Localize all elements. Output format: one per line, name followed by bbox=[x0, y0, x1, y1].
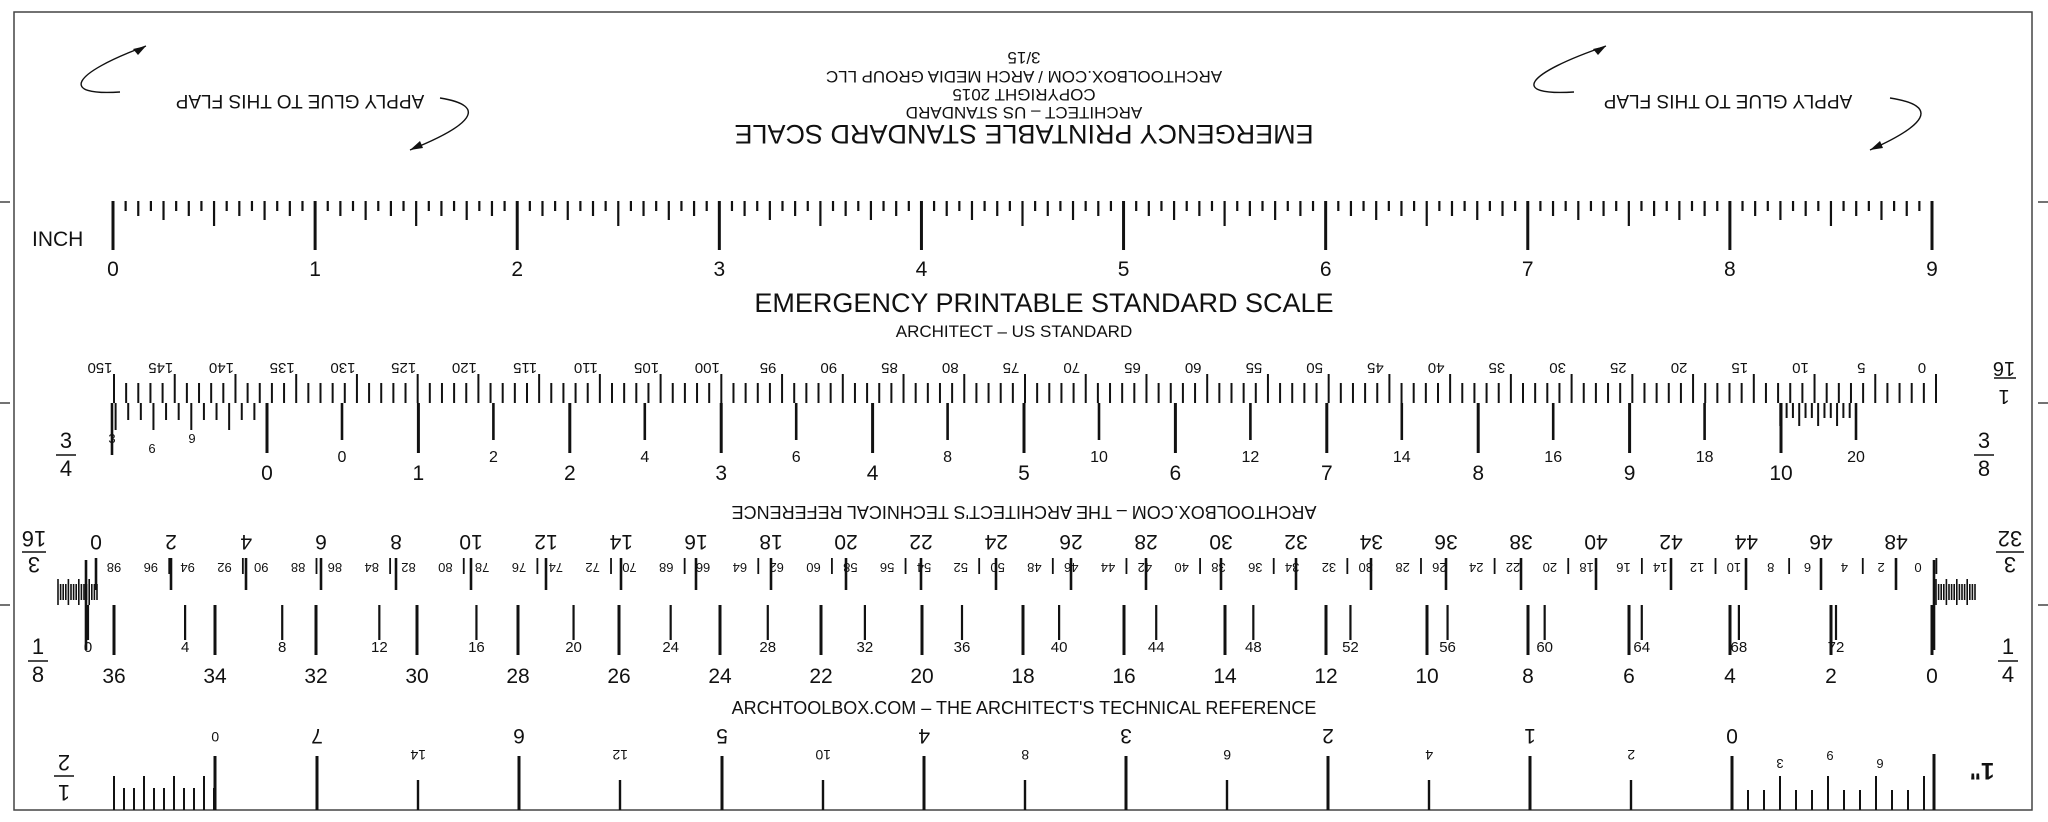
scale-3-32-number: 54 bbox=[916, 560, 932, 575]
inch-number: 8 bbox=[1724, 258, 1736, 281]
scale-3-32-numbers bbox=[107, 560, 1922, 575]
scale-3-4-sub-numbers bbox=[108, 431, 195, 456]
glue-flap-left bbox=[81, 46, 468, 150]
scale-1-2-sub-number: 6 bbox=[1223, 747, 1232, 763]
scale-1-8-number: 8 bbox=[278, 639, 287, 656]
scale-16-number: 70 bbox=[1063, 359, 1081, 376]
inch-number: 5 bbox=[1117, 258, 1130, 281]
scale-3-8-number: 12 bbox=[1241, 449, 1260, 466]
scale-3-4-sub-number: 3 bbox=[108, 431, 116, 446]
scale-3-32-number: 10 bbox=[1726, 560, 1742, 575]
scale-16-number: 55 bbox=[1245, 359, 1263, 376]
scale-1-8-number: 16 bbox=[468, 639, 485, 656]
scale-16-number: 85 bbox=[881, 359, 898, 376]
scale-3-8-label-top: 3 bbox=[1977, 428, 1991, 453]
scale-1-8-number: 12 bbox=[370, 639, 388, 656]
scale-3-32-number: 72 bbox=[585, 560, 600, 575]
scale-16-number: 80 bbox=[941, 359, 959, 376]
scale-3-4-number: 3 bbox=[715, 462, 728, 485]
scale-1-2-sub-number: 8 bbox=[1021, 747, 1030, 763]
scale-3-16-number: 32 bbox=[1284, 530, 1308, 553]
scale-edge-2-ticks bbox=[112, 374, 1936, 455]
scale-1-4-number: 36 bbox=[102, 665, 126, 688]
scale-16-number: 140 bbox=[208, 359, 234, 376]
scale-3-32-number: 68 bbox=[659, 560, 674, 575]
glue-flap-right bbox=[1534, 46, 1921, 150]
inch-number: 2 bbox=[511, 258, 524, 281]
scale-1-8-number: 72 bbox=[1827, 639, 1845, 656]
inch-number: 4 bbox=[915, 258, 928, 281]
scale-1-8-number: 64 bbox=[1633, 639, 1651, 656]
scale-1-2-label-top: 1 bbox=[57, 780, 71, 805]
scale-3-32-number: 6 bbox=[1803, 560, 1812, 575]
scale-3-4-number: 6 bbox=[1169, 462, 1182, 485]
header-flipped bbox=[734, 48, 1313, 149]
scale-1-4-number: 16 bbox=[1112, 665, 1136, 688]
scale-3-32-number: 50 bbox=[990, 560, 1005, 575]
scale-3-4-label-top: 3 bbox=[59, 428, 73, 453]
scale-3-4-number: 4 bbox=[866, 462, 879, 485]
inch-numbers bbox=[107, 258, 1938, 281]
scale-1-4-number: 28 bbox=[506, 665, 530, 688]
scale-1-2-number: 7 bbox=[311, 724, 323, 747]
reference-flipped: ARCHTOOLBOX.COM – THE ARCHITECT'S TECHNICAL REFERENCE bbox=[731, 502, 1317, 522]
scale-3-4-number: 0 bbox=[261, 462, 273, 485]
scale-1-2-sub-number: 14 bbox=[410, 747, 426, 763]
scale-1-2-number: 1 bbox=[1524, 724, 1536, 747]
scale-3-4-number: 2 bbox=[563, 462, 576, 485]
glue-arrow-up-right-icon bbox=[1534, 46, 1606, 92]
glue-arrow-down-right-icon bbox=[1870, 98, 1921, 150]
scale-1-4-number: 8 bbox=[1522, 665, 1534, 688]
scale-1-sub-numbers bbox=[1776, 748, 1883, 771]
scale-1-2-number: 0 bbox=[1726, 724, 1738, 747]
scale-3-32-number: 76 bbox=[511, 560, 527, 575]
scale-3-16-number: 16 bbox=[684, 530, 708, 553]
header-copyright: COPYRIGHT 2015 bbox=[952, 85, 1096, 104]
inch-number: 0 bbox=[107, 258, 119, 281]
scale-3-16-label-top: 3 bbox=[27, 552, 41, 577]
scale-3-32-number: 36 bbox=[1248, 560, 1263, 575]
scale-3-32-number: 56 bbox=[879, 560, 895, 575]
scale-3-8-number: 0 bbox=[337, 449, 347, 466]
scale-3-8-number: 18 bbox=[1695, 449, 1714, 466]
scale-3-32-number: 8 bbox=[1767, 560, 1775, 575]
scale-16-number: 30 bbox=[1549, 359, 1566, 376]
scale-3-32-number: 16 bbox=[1616, 560, 1631, 575]
scale-1-2-number: 5 bbox=[716, 724, 728, 747]
header-subtitle: ARCHITECT – US STANDARD bbox=[905, 103, 1143, 122]
scale-3-32-number: 82 bbox=[401, 560, 416, 575]
inch-number: 3 bbox=[713, 258, 726, 281]
scale-3-32-number: 90 bbox=[254, 560, 269, 575]
scale-16-label-top: 1 bbox=[1998, 385, 2010, 407]
scale-1-8-number: 52 bbox=[1342, 639, 1359, 656]
scale-1-2-label-bottom: 2 bbox=[57, 750, 71, 775]
scale-3-32-number: 32 bbox=[1321, 560, 1337, 575]
scale-16-number: 100 bbox=[694, 359, 720, 376]
glue-label-right: APPLY GLUE TO THIS FLAP bbox=[1603, 90, 1853, 111]
scale-1-8-number: 36 bbox=[953, 639, 971, 656]
scale-3-4-number: 7 bbox=[1320, 462, 1333, 485]
scale-3-32-number: 24 bbox=[1468, 560, 1484, 575]
scale-3-32-number: 38 bbox=[1211, 560, 1226, 575]
scale-1-4-number: 30 bbox=[405, 665, 429, 688]
scale-1-4-number: 12 bbox=[1314, 665, 1338, 688]
scale-1-2-number: 6 bbox=[513, 724, 525, 747]
scale-3-8-number: 4 bbox=[640, 449, 650, 466]
scale-3-32-number: 80 bbox=[438, 560, 453, 575]
scale-1-4-number: 18 bbox=[1011, 665, 1035, 688]
scale-16-number: 20 bbox=[1670, 359, 1688, 376]
scale-3-32-number: 44 bbox=[1100, 560, 1116, 575]
scale-1-4-number: 0 bbox=[1926, 665, 1938, 688]
scale-3-16-number: 2 bbox=[165, 530, 177, 553]
scale-3-16-number: 10 bbox=[459, 530, 483, 553]
scale-16-number: 135 bbox=[269, 359, 295, 376]
scale-3-32-number: 4 bbox=[1840, 560, 1848, 575]
scale-16-number: 115 bbox=[513, 359, 538, 376]
scale-3-8-number: 14 bbox=[1392, 449, 1411, 466]
scale-1-8-number: 40 bbox=[1050, 639, 1068, 656]
scale-3-32-number: 66 bbox=[695, 560, 711, 575]
scale-3-32-number: 14 bbox=[1653, 560, 1668, 575]
scale-3-32-number: 88 bbox=[290, 560, 306, 575]
scale-3-4-sub-number: 6 bbox=[148, 441, 156, 456]
scale-3-16-number: 12 bbox=[534, 530, 558, 553]
scale-3-16-number: 44 bbox=[1734, 530, 1758, 553]
scale-edge-4 bbox=[54, 724, 1994, 810]
scale-1-4-number: 20 bbox=[910, 665, 934, 688]
scale-1-8-number: 28 bbox=[759, 639, 777, 656]
scale-1-8-number: 44 bbox=[1147, 639, 1165, 656]
scale-16-number: 75 bbox=[1002, 359, 1020, 376]
inch-number: 6 bbox=[1319, 258, 1332, 281]
scale-3-16-number: 22 bbox=[909, 530, 933, 553]
glue-arrow-up-left-icon bbox=[81, 46, 146, 92]
inch-label: INCH bbox=[32, 228, 84, 251]
scale-1-4-number: 4 bbox=[1724, 665, 1736, 688]
scale-1-8-numbers bbox=[84, 639, 1845, 656]
scale-1-2-sub-number: 2 bbox=[1627, 747, 1636, 763]
scale-1-2-sub-number: 12 bbox=[612, 747, 628, 763]
reference: ARCHTOOLBOX.COM – THE ARCHITECT'S TECHNICAL REFERENCE bbox=[731, 698, 1317, 718]
scale-3-16-number: 42 bbox=[1659, 530, 1683, 553]
scale-16-number: 50 bbox=[1306, 359, 1324, 376]
scale-16-number: 145 bbox=[148, 359, 174, 376]
scale-1-2-sub-numbers bbox=[410, 747, 1635, 763]
scale-3-32-number: 52 bbox=[953, 560, 969, 575]
scale-3-8-number: 8 bbox=[943, 449, 953, 466]
scale-1-8-label-bottom: 8 bbox=[31, 662, 45, 687]
scale-1-label: 1" bbox=[1969, 757, 1995, 784]
scale-1-8-number: 68 bbox=[1730, 639, 1748, 656]
scale-3-16-number: 20 bbox=[834, 530, 858, 553]
scale-1-2-number: 4 bbox=[918, 724, 931, 747]
scale-1-sub-number: 3 bbox=[1776, 756, 1784, 771]
inch-number: 1 bbox=[309, 258, 321, 281]
scale-3-32-number: 12 bbox=[1689, 560, 1705, 575]
scale-3-32-number: 40 bbox=[1174, 560, 1189, 575]
scale-1-4-number: 6 bbox=[1623, 665, 1635, 688]
scale-16-number: 35 bbox=[1488, 359, 1506, 376]
scale-3-16-number: 34 bbox=[1359, 530, 1383, 553]
scale-3-32-number: 74 bbox=[548, 560, 564, 575]
scale-1-2-sub-number: 4 bbox=[1425, 747, 1434, 763]
scale-1-4-number: 2 bbox=[1825, 665, 1837, 688]
scale-3-16-label-bottom: 16 bbox=[21, 526, 47, 551]
main-subtitle: ARCHITECT – US STANDARD bbox=[895, 322, 1133, 341]
scale-1-4-number: 10 bbox=[1415, 665, 1439, 688]
scale-1-8-label-top: 1 bbox=[31, 634, 45, 659]
scale-1-2-numbers bbox=[211, 724, 1738, 747]
scale-16-number: 120 bbox=[451, 359, 477, 376]
scale-3-32-number: 20 bbox=[1542, 560, 1558, 575]
scale-1-4-number: 14 bbox=[1213, 665, 1237, 688]
scale-1-8-number: 24 bbox=[662, 639, 680, 656]
scale-3-32-number: 62 bbox=[769, 560, 784, 575]
scale-band-3 bbox=[22, 526, 2024, 688]
scale-3-32-number: 26 bbox=[1432, 560, 1447, 575]
scale-3-16-numbers bbox=[90, 530, 1908, 553]
scale-3-32-number: 0 bbox=[1914, 560, 1922, 575]
scale-1-2-number: 0 bbox=[211, 729, 220, 745]
scale-16-number: 110 bbox=[573, 359, 598, 376]
scale-3-16-number: 6 bbox=[315, 530, 327, 553]
scale-1-8-number: 48 bbox=[1244, 639, 1262, 656]
scale-3-16-number: 4 bbox=[240, 530, 253, 553]
scale-3-16-number: 14 bbox=[609, 530, 633, 553]
scale-3-32-number: 92 bbox=[217, 560, 232, 575]
scale-3-8-number: 2 bbox=[488, 449, 498, 466]
scale-16-number: 25 bbox=[1609, 359, 1627, 376]
scale-1-2-number: 2 bbox=[1322, 724, 1334, 747]
scale-1-8-number: 60 bbox=[1536, 639, 1554, 656]
scale-16-label-bottom: 16 bbox=[1992, 357, 2016, 379]
scale-3-4-number: 10 bbox=[1769, 462, 1793, 485]
glue-label-left: APPLY GLUE TO THIS FLAP bbox=[175, 90, 425, 111]
scale-3-16-number: 40 bbox=[1584, 530, 1608, 553]
scale-3-32-number: 96 bbox=[143, 560, 159, 575]
scale-16-number: 130 bbox=[330, 359, 356, 376]
scale-3-32-number: 30 bbox=[1358, 560, 1373, 575]
scale-3-32-number: 28 bbox=[1395, 560, 1410, 575]
scale-16-numbers bbox=[87, 359, 1926, 376]
main-title: EMERGENCY PRINTABLE STANDARD SCALE bbox=[754, 288, 1334, 318]
scale-3-32-number: 94 bbox=[180, 560, 195, 575]
inch-number: 7 bbox=[1521, 258, 1534, 281]
scale-3-16-number: 28 bbox=[1134, 530, 1158, 553]
scale-1-4-number: 24 bbox=[708, 665, 732, 688]
scale-3-32-label-top: 3 bbox=[2003, 552, 2017, 577]
scale-3-32-number: 46 bbox=[1063, 560, 1079, 575]
scale-3-32-number: 42 bbox=[1137, 560, 1153, 575]
scale-1-sub-number: 6 bbox=[1876, 756, 1884, 771]
scale-3-4-label-bottom: 4 bbox=[59, 456, 73, 481]
header-code: 3/15 bbox=[1007, 48, 1041, 67]
scale-3-4-number: 9 bbox=[1623, 462, 1636, 485]
header-title: EMERGENCY PRINTABLE STANDARD SCALE bbox=[734, 119, 1314, 149]
header-publisher: ARCHTOOLBOX.COM / ARCH MEDIA GROUP LLC bbox=[825, 67, 1223, 86]
scale-1-2-number: 3 bbox=[1120, 724, 1132, 747]
scale-1-4-label-top: 1 bbox=[2001, 634, 2015, 659]
scale-3-16-number: 30 bbox=[1209, 530, 1233, 553]
scale-3-16-number: 26 bbox=[1059, 530, 1083, 553]
scale-3-32-number: 86 bbox=[327, 560, 343, 575]
scale-3-4-number: 1 bbox=[412, 462, 425, 485]
scale-3-32-number: 18 bbox=[1579, 560, 1594, 575]
scale-16-number: 105 bbox=[634, 359, 660, 376]
scale-3-16-number: 46 bbox=[1809, 530, 1833, 553]
scale-3-4-number: 8 bbox=[1472, 462, 1485, 485]
scale-16-number: 95 bbox=[759, 359, 777, 376]
inch-scale bbox=[32, 201, 1938, 281]
scale-1-8-number: 20 bbox=[565, 639, 582, 656]
scale-16-number: 60 bbox=[1184, 359, 1202, 376]
scale-3-8-number: 20 bbox=[1847, 449, 1865, 466]
scale-16-number: 15 bbox=[1731, 359, 1749, 376]
scale-16-number: 125 bbox=[391, 359, 417, 376]
scale-3-8-number: 10 bbox=[1090, 449, 1108, 466]
scale-3-16-number: 36 bbox=[1434, 530, 1458, 553]
scale-16-number: 0 bbox=[1917, 359, 1927, 376]
scale-1-4-label-bottom: 4 bbox=[2001, 662, 2015, 687]
scale-3-16-number: 18 bbox=[759, 530, 783, 553]
scale-3-4-number: 5 bbox=[1018, 462, 1030, 485]
scale-1-4-number: 22 bbox=[809, 665, 833, 688]
scale-1-4-number: 32 bbox=[304, 665, 328, 688]
scale-3-32-number: 70 bbox=[622, 560, 637, 575]
scale-3-32-number: 22 bbox=[1505, 560, 1521, 575]
scale-1-4-number: 34 bbox=[203, 665, 227, 688]
scale-16-number: 5 bbox=[1857, 359, 1866, 376]
scale-3-8-label-bottom: 8 bbox=[1977, 456, 1991, 481]
scale-16-number: 10 bbox=[1792, 359, 1809, 376]
scale-1-8-number: 56 bbox=[1439, 639, 1456, 656]
scale-3-32-number: 58 bbox=[843, 560, 858, 575]
inch-ticks bbox=[113, 201, 1932, 250]
scale-3-16-number: 24 bbox=[984, 530, 1008, 553]
scale-1-8-number: 4 bbox=[180, 639, 190, 656]
scale-3-4-sub-number: 9 bbox=[188, 431, 196, 446]
scale-3-32-label-bottom: 32 bbox=[1997, 526, 2023, 551]
scale-3-32-number: 2 bbox=[1877, 560, 1885, 575]
scale-3-32-number: 60 bbox=[806, 560, 821, 575]
scale-1-4-numbers bbox=[102, 665, 1938, 688]
inch-number: 9 bbox=[1926, 258, 1938, 281]
scale-16-number: 90 bbox=[820, 359, 838, 376]
scale-3-32-number: 78 bbox=[474, 560, 490, 575]
scale-16-number: 65 bbox=[1124, 359, 1141, 376]
scale-edge-2 bbox=[56, 357, 2016, 485]
scale-3-32-number: 34 bbox=[1284, 560, 1300, 575]
scale-3-16-number: 38 bbox=[1509, 530, 1533, 553]
scale-3-16-number: 48 bbox=[1884, 530, 1908, 553]
scale-16-number: 40 bbox=[1427, 359, 1445, 376]
scale-16-number: 150 bbox=[87, 359, 113, 376]
scale-1-8-number: 32 bbox=[856, 639, 874, 656]
scale-3-8-number: 16 bbox=[1544, 449, 1563, 466]
scale-3-16-number: 8 bbox=[390, 530, 402, 553]
scale-16-number: 45 bbox=[1367, 359, 1384, 376]
scale-3-32-number: 98 bbox=[106, 560, 122, 575]
scale-band-3-ticks bbox=[58, 558, 1975, 655]
scale-1-8-number: 0 bbox=[83, 639, 93, 656]
scale-1-2-sub-number: 10 bbox=[815, 747, 831, 763]
scale-3-32-number: 84 bbox=[364, 560, 379, 575]
scale-1-sub-number: 9 bbox=[1826, 748, 1834, 763]
scale-3-32-number: 64 bbox=[732, 560, 748, 575]
scale-3-16-number: 0 bbox=[90, 530, 102, 553]
scale-3-32-number: 48 bbox=[1027, 560, 1042, 575]
scale-1-4-number: 26 bbox=[607, 665, 631, 688]
scale-3-8-number: 6 bbox=[791, 449, 801, 466]
